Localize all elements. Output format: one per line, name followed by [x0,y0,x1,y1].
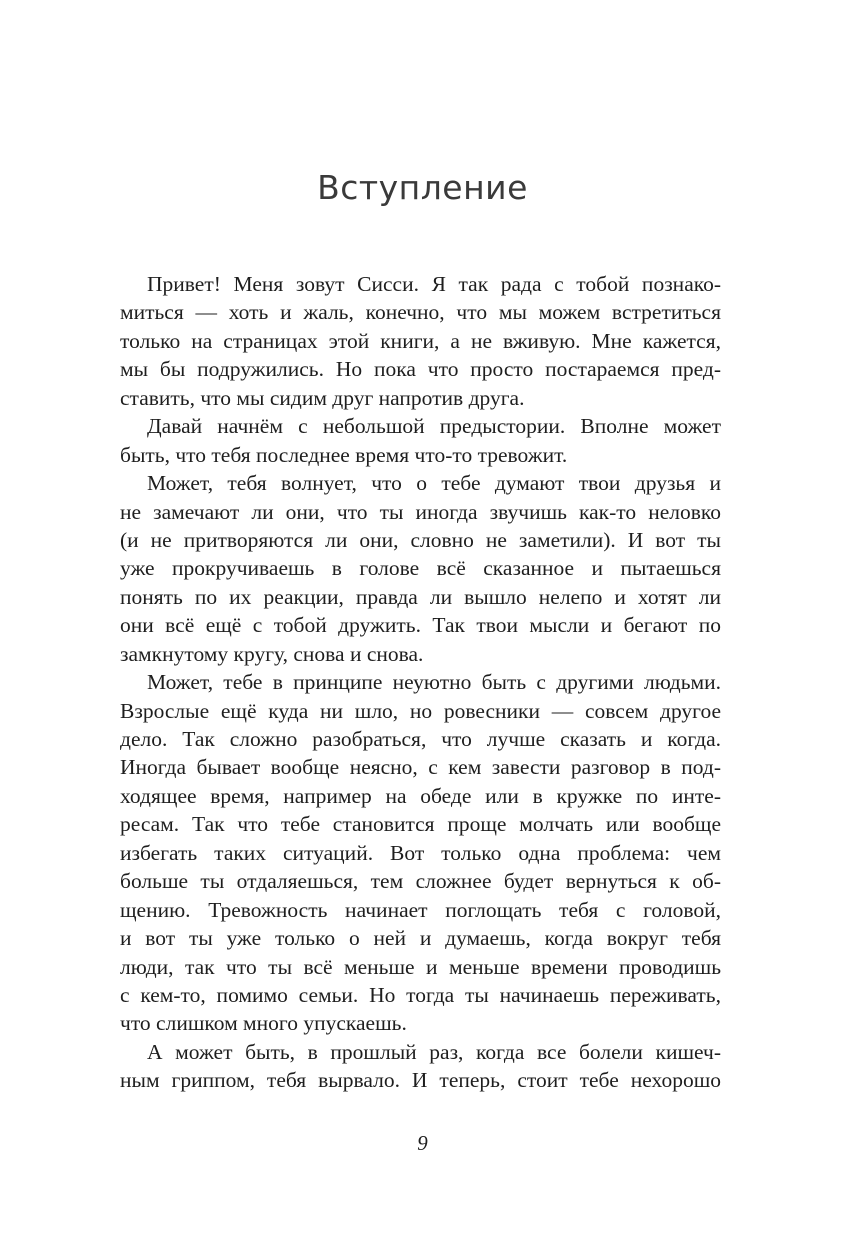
text-line: избегать таких ситуаций. Вот только одна проблема: чем [120,840,721,865]
text-line: А может быть, в прошлый раз, когда все болели кишеч- [147,1039,721,1064]
text-line: миться — хоть и жаль, конечно, что мы можем встретиться [120,300,721,325]
chapter-title: Вступление [317,168,528,207]
page-number: 9 [417,1131,428,1155]
text-line: люди, так что ты всё меньше и меньше времени проводишь [120,954,721,979]
text-line: ресам. Так что тебе становится проще молчать или вообще [120,812,721,837]
text-line: что слишком много упускаешь. [120,1011,407,1036]
text-line: Иногда бывает вообще неясно, с кем завести разговор в под- [120,755,721,780]
text-line: Взрослые ещё куда ни шло, но ровесники — совсем другое [120,698,721,723]
text-line: (и не притворяются ли они, словно не заметили). И вот ты [120,527,721,552]
text-line: быть, что тебя последнее время что-то тревожит. [120,442,568,467]
text-line: дело. Так сложно разобраться, что лучше сказать и когда. [120,727,721,751]
text-line: Может, тебя волнует, что о тебе думают твои друзья и [147,471,721,496]
text-line: ставить, что мы сидим друг напротив друга. [120,385,525,410]
text-line: замкнутому кругу, снова и снова. [120,641,424,666]
text-line: и вот ты уже только о ней и думаешь, когда вокруг тебя [120,926,721,951]
text-line: с кем-то, помимо семьи. Но тогда ты начинаешь переживать, [120,982,721,1007]
text-line: ходящее время, например на обеде или в кружке по инте- [120,783,721,808]
text-line: только на страницах этой книги, а не вживую. Мне кажется, [120,328,721,353]
text-line: ным гриппом, тебя вырвало. И теперь, стоит тебе нехорошо [120,1068,721,1093]
text-line: Привет! Меня зовут Сисси. Я так рада с тобой познако- [147,272,721,296]
text-line: не замечают ли они, что ты иногда звучишь как-то неловко [120,499,721,524]
text-line: понять по их реакции, правда ли вышло нелепо и хотят ли [120,584,721,609]
text-line: мы бы подружились. Но пока что просто постараемся пред- [120,357,721,382]
text-line: щению. Тревожность начинает поглощать тебя с головой, [120,897,721,922]
body-text [120,270,721,1095]
text-line: Может, тебе в принципе неуютно быть с другими людьми. [147,670,721,695]
text-line: больше ты отдаляешься, тем сложнее будет вернуться к об- [120,869,721,894]
text-line: уже прокручиваешь в голове всё сказанное и пытаешься [120,556,721,581]
text-line: Давай начнём с небольшой предыстории. Вполне может [147,414,721,439]
text-line: они всё ещё с тобой дружить. Так твои мысли и бегают по [120,613,721,638]
